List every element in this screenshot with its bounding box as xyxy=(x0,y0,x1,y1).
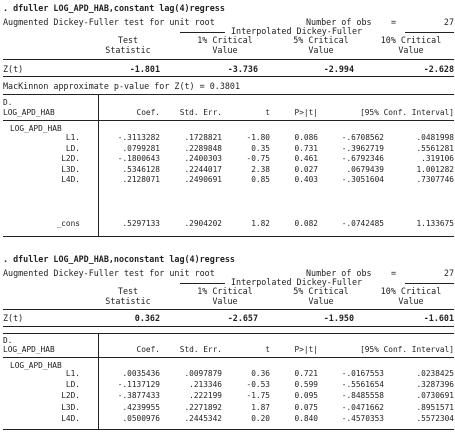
row-ci-high: .319106 xyxy=(421,154,454,163)
row-p: 0.840 xyxy=(294,413,318,423)
reg-dep-prefix: D. xyxy=(3,336,13,345)
rule xyxy=(3,94,454,95)
row-term: _cons xyxy=(56,219,80,228)
interp-rule-left xyxy=(180,283,225,284)
row-term: L2D. xyxy=(61,154,80,163)
rule xyxy=(3,59,454,60)
col-1pct-1: 1% Critical xyxy=(197,286,253,296)
col-1pct-2: Value xyxy=(212,45,238,55)
zt-label: Z(t) xyxy=(3,64,24,74)
interp-label: Interpolated Dickey-Fuller xyxy=(231,26,363,36)
nobs-equals: = xyxy=(391,268,397,278)
row-ci-high: .0238425 xyxy=(416,369,454,378)
zt-5pct: -1.950 xyxy=(323,313,354,323)
row-t: 0.35 xyxy=(251,143,270,153)
col-5pct-1: 5% Critical xyxy=(293,286,349,296)
rule xyxy=(3,76,454,77)
row-term: L1. xyxy=(65,369,80,378)
row-stderr: .1728821 xyxy=(184,133,222,142)
row-t: 0.20 xyxy=(251,413,270,423)
col-test-1: Test xyxy=(117,286,139,296)
rule xyxy=(3,429,454,430)
row-ci-low: -.6708562 xyxy=(341,133,384,142)
row-ci-low: -.0167553 xyxy=(341,369,384,378)
rule xyxy=(3,309,454,310)
zt-statistic: -1.801 xyxy=(129,64,160,74)
col-5pct-2: Value xyxy=(308,45,334,55)
row-term: LD. xyxy=(65,143,80,153)
row-ci-low: -.0742485 xyxy=(341,219,384,228)
row-stderr: .2400303 xyxy=(184,154,222,163)
interp-rule-left xyxy=(180,32,225,33)
row-stderr: .2490691 xyxy=(184,175,222,184)
row-stderr: .222199 xyxy=(189,391,222,401)
col-test-2: Statistic xyxy=(105,45,151,55)
row-p: 0.095 xyxy=(294,391,318,401)
row-stderr: .2289848 xyxy=(184,143,222,153)
zt-statistic: 0.362 xyxy=(134,313,160,323)
row-stderr: .2244017 xyxy=(184,164,222,174)
row-p: 0.027 xyxy=(294,164,318,174)
interp-rule-right xyxy=(405,32,454,33)
row-stderr: .2445342 xyxy=(184,413,222,423)
row-t: 1.82 xyxy=(251,219,270,228)
col-5pct-1: 5% Critical xyxy=(293,35,349,45)
command-line: . dfuller LOG_APD_HAB,constant lag(4)regress xyxy=(3,3,225,13)
rule xyxy=(3,236,454,237)
row-p: 0.086 xyxy=(294,133,318,142)
row-stderr: .0097879 xyxy=(184,369,222,378)
row-term: L3D. xyxy=(61,402,80,412)
col-10pct-2: Value xyxy=(398,296,424,306)
mackinnon-pvalue: MacKinnon approximate p-value for Z(t) = 0.3801 xyxy=(3,81,240,91)
rule xyxy=(3,326,454,327)
col-5pct-2: Value xyxy=(308,296,334,306)
row-stderr: .2904202 xyxy=(184,219,222,228)
col-coef: Coef. xyxy=(136,345,160,354)
row-coef: .2128071 xyxy=(122,175,160,184)
row-t: -1.80 xyxy=(246,133,270,142)
row-p: 0.082 xyxy=(294,219,318,228)
interp-rule-right xyxy=(405,283,454,284)
nobs-label: Number of obs xyxy=(306,268,372,278)
row-p: 0.075 xyxy=(294,402,318,412)
interp-label: Interpolated Dickey-Fuller xyxy=(231,277,363,287)
col-ci: [95% Conf. Interval] xyxy=(360,108,454,117)
var-group-label: LOG_APD_HAB xyxy=(10,124,62,133)
row-t: 2.38 xyxy=(251,164,270,174)
row-ci-low: -.4570353 xyxy=(341,413,384,423)
reg-dep-name: LOG_APD_HAB xyxy=(3,345,55,354)
col-p: P>|t| xyxy=(294,108,318,117)
row-coef: .0500976 xyxy=(122,413,160,423)
row-coef: -.1800643 xyxy=(117,154,160,163)
col-1pct-1: 1% Critical xyxy=(197,35,253,45)
row-ci-high: 1.001282 xyxy=(416,164,454,174)
row-ci-low: -.6792346 xyxy=(341,154,384,163)
row-p: 0.599 xyxy=(294,380,318,390)
rule xyxy=(3,333,454,334)
row-term: L2D. xyxy=(61,391,80,401)
zt-10pct: -2.628 xyxy=(423,64,454,74)
nobs-label: Number of obs xyxy=(306,17,372,27)
row-ci-high: .7307746 xyxy=(416,175,454,184)
row-t: -1.75 xyxy=(246,391,270,401)
row-t: 0.36 xyxy=(251,369,270,378)
rule xyxy=(3,120,454,121)
test-title: Augmented Dickey-Fuller test for unit root xyxy=(3,17,215,27)
command-line: . dfuller LOG_APD_HAB,noconstant lag(4)regress xyxy=(3,254,235,264)
row-coef: -.3113282 xyxy=(117,133,160,142)
reg-dep-prefix: D. xyxy=(3,98,13,107)
row-ci-low: .0679439 xyxy=(346,164,384,174)
nobs-equals: = xyxy=(391,17,397,27)
row-p: 0.731 xyxy=(294,143,318,153)
row-ci-high: .0481998 xyxy=(416,133,454,142)
row-ci-high: .0730691 xyxy=(416,391,454,401)
col-10pct-1: 10% Critical xyxy=(380,35,442,45)
row-coef: .0799281 xyxy=(122,143,160,153)
col-test-1: Test xyxy=(117,35,139,45)
col-test-2: Statistic xyxy=(105,296,151,306)
rule xyxy=(3,357,454,358)
row-ci-high: .5561281 xyxy=(416,143,454,153)
col-10pct-1: 10% Critical xyxy=(380,286,442,296)
row-ci-high: .5572304 xyxy=(416,413,454,423)
reg-dep-name: LOG_APD_HAB xyxy=(3,108,55,117)
row-ci-low: -.5561654 xyxy=(341,380,384,390)
row-t: 1.87 xyxy=(251,402,270,412)
col-ci: [95% Conf. Interval] xyxy=(360,345,454,354)
zt-1pct: -3.736 xyxy=(227,64,258,74)
col-coef: Coef. xyxy=(136,108,160,117)
row-t: -0.75 xyxy=(246,154,270,163)
row-ci-low: -.3962719 xyxy=(341,143,384,153)
table-divider xyxy=(98,94,99,236)
row-stderr: .2271892 xyxy=(184,402,222,412)
var-group-label: LOG_APD_HAB xyxy=(10,361,62,370)
test-title: Augmented Dickey-Fuller test for unit root xyxy=(3,268,215,278)
col-stderr: Std. Err. xyxy=(179,108,222,117)
col-stderr: Std. Err. xyxy=(179,345,222,354)
row-p: 0.403 xyxy=(294,175,318,184)
zt-label: Z(t) xyxy=(3,313,24,323)
row-ci-high: 1.133675 xyxy=(416,219,454,228)
row-p: 0.461 xyxy=(294,154,318,163)
row-ci-low: -.8485558 xyxy=(341,391,384,401)
row-term: L1. xyxy=(65,133,80,142)
col-t: t xyxy=(265,345,270,354)
row-coef: .0035436 xyxy=(122,369,160,378)
row-coef: -.1137129 xyxy=(117,380,160,390)
row-coef: .5297133 xyxy=(122,219,160,228)
row-ci-high: .3287396 xyxy=(416,380,454,390)
row-t: -0.53 xyxy=(246,380,270,390)
nobs-value: 27 xyxy=(443,268,454,278)
col-t: t xyxy=(265,108,270,117)
row-term: LD. xyxy=(65,380,80,390)
row-term: L4D. xyxy=(61,175,80,184)
col-p: P>|t| xyxy=(294,345,318,354)
row-p: 0.721 xyxy=(294,369,318,378)
row-coef: .5346128 xyxy=(122,164,160,174)
row-ci-low: -.3051604 xyxy=(341,175,384,184)
row-term: L3D. xyxy=(61,164,80,174)
col-10pct-2: Value xyxy=(398,45,424,55)
row-stderr: .213346 xyxy=(189,380,222,390)
row-coef: .4239955 xyxy=(122,402,160,412)
row-ci-low: -.0471662 xyxy=(341,402,384,412)
row-coef: -.3877433 xyxy=(117,391,160,401)
nobs-value: 27 xyxy=(443,17,454,27)
zt-1pct: -2.657 xyxy=(227,313,258,323)
col-1pct-2: Value xyxy=(212,296,238,306)
row-term: L4D. xyxy=(61,413,80,423)
table-divider xyxy=(98,333,99,429)
zt-5pct: -2.994 xyxy=(323,64,354,74)
row-ci-high: .8951571 xyxy=(416,402,454,412)
zt-10pct: -1.601 xyxy=(423,313,454,323)
row-t: 0.85 xyxy=(251,175,270,184)
